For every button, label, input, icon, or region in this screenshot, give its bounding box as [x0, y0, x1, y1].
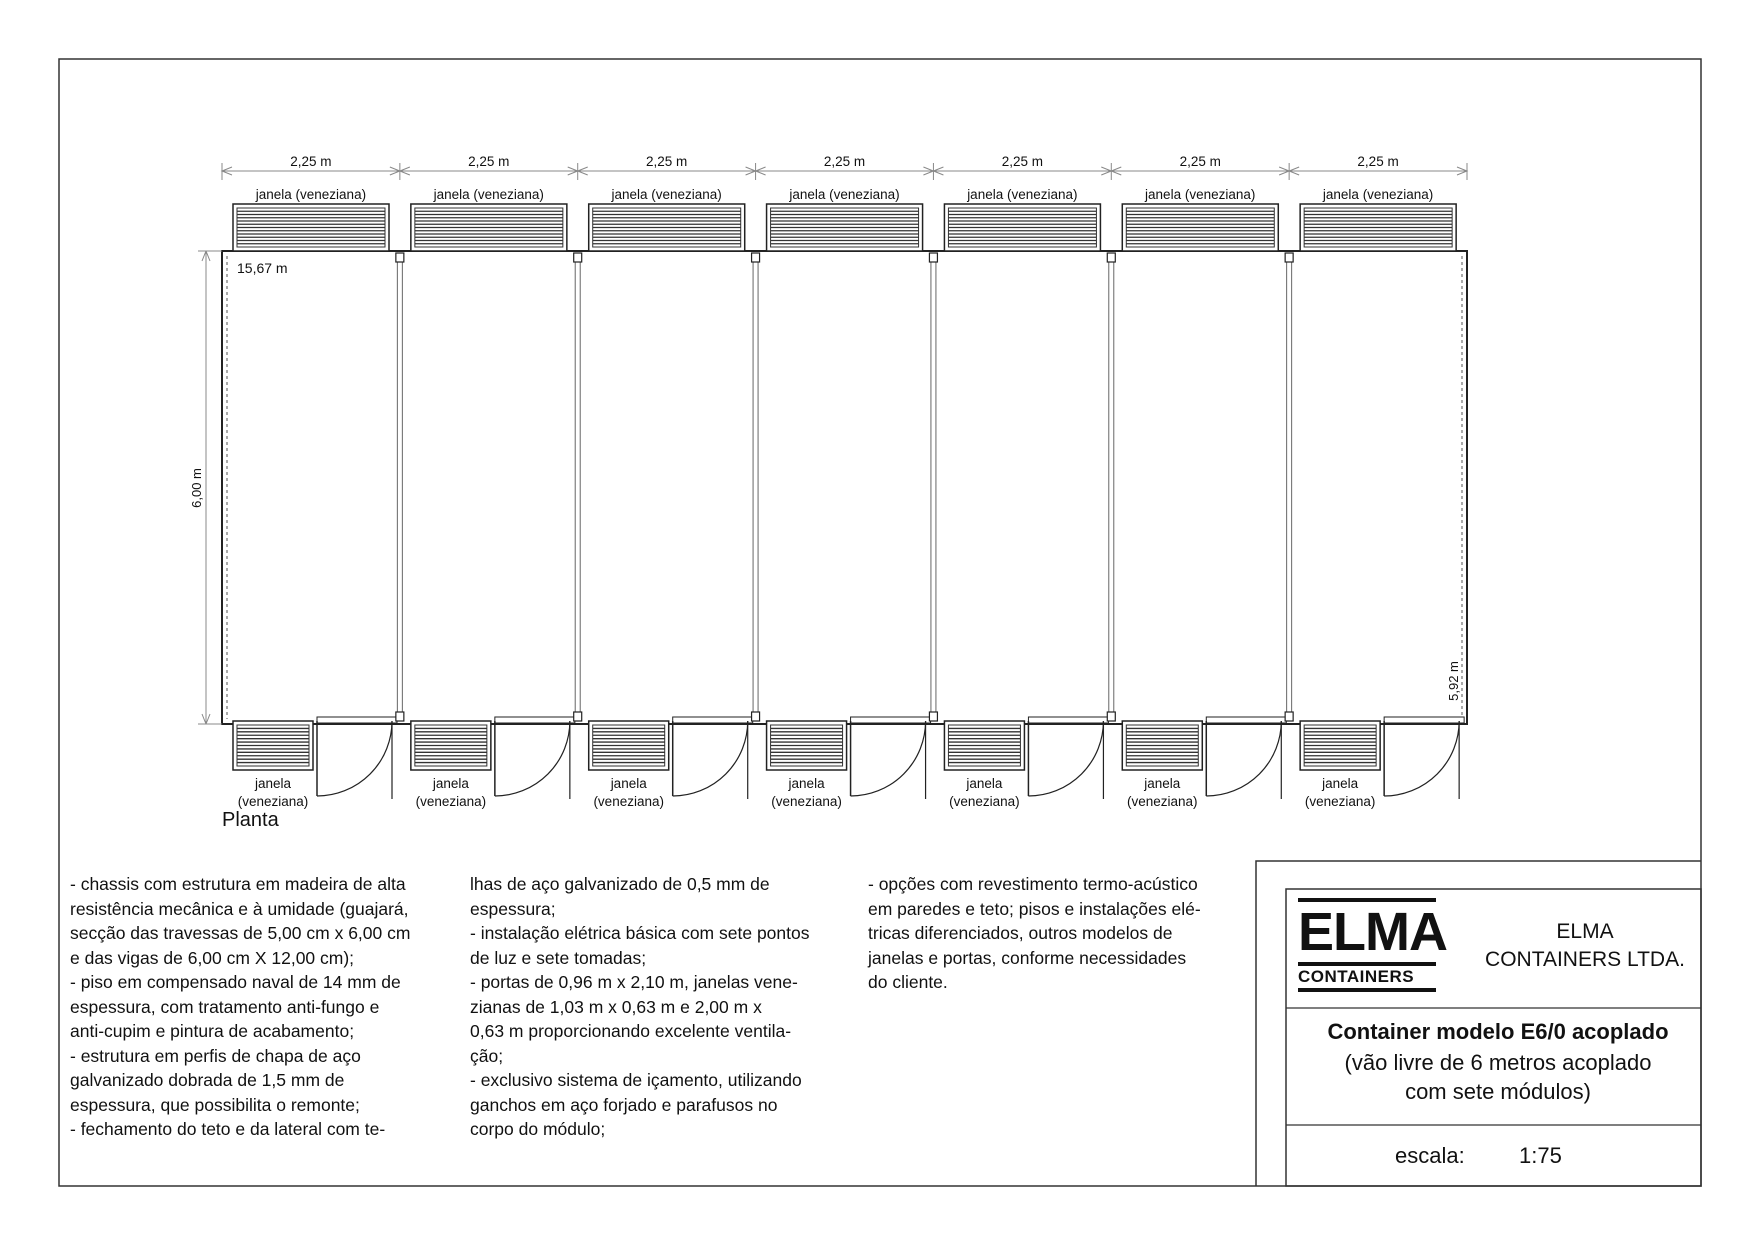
modules-group — [222, 154, 1467, 809]
joint-connector — [752, 712, 760, 721]
bottom-window-label-line1: janela — [254, 776, 292, 791]
bottom-window-label-line1: janela — [966, 776, 1003, 791]
top-window-label: janela (veneziana) — [789, 187, 900, 202]
joint-connector — [929, 253, 937, 262]
elma-logo — [1298, 898, 1447, 992]
door-frame — [495, 717, 575, 723]
top-window-label: janela (veneziana) — [255, 187, 367, 202]
spec-line: espessura, que possibilita o remonte; — [70, 1094, 360, 1115]
joint-connector — [1107, 712, 1115, 721]
spec-line: e das vigas de 6,00 cm X 12,00 cm); — [70, 947, 355, 968]
spec-line: anti-cupim e pintura de acabamento; — [70, 1021, 355, 1041]
logo-subtitle: CONTAINERS — [1298, 962, 1436, 992]
module-width-label: 2,25 m — [1357, 154, 1399, 169]
joint-connector — [574, 253, 582, 262]
top-window-label: janela (veneziana) — [967, 187, 1078, 202]
module-joint — [931, 258, 936, 716]
module-width-label: 2,25 m — [823, 154, 866, 169]
module-width-label: 2,25 m — [1001, 154, 1043, 169]
bottom-window-label-line2: (veneziana) — [237, 794, 309, 809]
joint-connector — [574, 712, 582, 721]
spec-line: tricas diferenciados, outros modelos de — [868, 923, 1173, 943]
door-swing-arc — [851, 721, 926, 796]
spec-line: - exclusivo sistema de içamento, utilizando — [470, 1070, 802, 1090]
spec-line: 0,63 m proporcionando excelente ventila- — [470, 1021, 792, 1041]
spec-line: do cliente. — [868, 972, 948, 992]
bottom-window-label-line2: (veneziana) — [593, 794, 664, 809]
bottom-window-label-line2: (veneziana) — [1304, 794, 1376, 809]
joint-connector — [929, 712, 937, 721]
door-swing-arc — [673, 721, 748, 796]
module-width-label: 2,25 m — [1179, 154, 1221, 169]
spec-column-1 — [70, 872, 410, 1142]
spec-line: - portas de 0,96 m x 2,10 m, janelas vene- — [470, 972, 798, 992]
top-window-label: janela (veneziana) — [433, 187, 544, 202]
bottom-window-label-line2: (veneziana) — [949, 794, 1020, 809]
spec-line: - piso em compensado naval de 14 mm de — [70, 972, 401, 992]
module-joint — [1109, 258, 1114, 716]
module-width-label: 2,25 m — [468, 154, 510, 169]
spec-line: - opções com revestimento termo-acústico — [868, 874, 1198, 894]
spec-line: resistência mecânica e à umidade (guajará, — [70, 898, 409, 919]
total-length-label: 15,67 m — [237, 260, 288, 276]
spec-line: em paredes e teto; pisos e instalações elé- — [868, 898, 1201, 919]
module-joint — [575, 258, 580, 716]
spec-line: - chassis com estrutura em madeira de alta — [70, 874, 406, 894]
top-window-label: janela (veneziana) — [1145, 187, 1256, 202]
spec-line: lhas de aço galvanizado de 0,5 mm de — [470, 874, 770, 894]
spec-line: espessura, com tratamento anti-fungo e — [70, 996, 380, 1017]
door-frame — [1384, 717, 1464, 723]
depth-label: 6,00 m — [189, 468, 204, 508]
spec-line: galvanizado dobrada de 1,5 mm de — [70, 1070, 345, 1090]
bottom-window-label-line1: janela — [610, 776, 647, 791]
joint-connector — [752, 253, 760, 262]
joint-connector — [1107, 253, 1115, 262]
bottom-window-label-line1: janela — [432, 776, 469, 791]
door-swing-arc — [1028, 721, 1103, 796]
spec-line: ganchos em aço forjado e parafusos no — [470, 1094, 778, 1115]
top-window-label: janela (veneziana) — [1322, 187, 1434, 202]
company-name — [1450, 918, 1720, 974]
bottom-window-label-line1: janela — [1144, 776, 1181, 791]
door-swing-arc — [1206, 721, 1281, 796]
module-joint — [753, 258, 758, 716]
module-joint — [397, 258, 402, 716]
company-name-line-2: CONTAINERS LTDA. — [1485, 948, 1685, 971]
model-title: Container modelo E6/0 acoplado — [1327, 1019, 1669, 1044]
inner-depth-label: 5,92 m — [1446, 661, 1461, 701]
door-frame — [317, 717, 397, 723]
joint-connector — [396, 253, 404, 262]
spec-line: corpo do módulo; — [470, 1119, 606, 1139]
planta-label: Planta — [222, 809, 279, 831]
scale-value: 1:75 — [1519, 1143, 1562, 1168]
spec-line: espessura; — [470, 898, 556, 919]
joint-connector — [1285, 712, 1293, 721]
door-frame — [851, 717, 931, 723]
joint-connector — [396, 712, 404, 721]
door-swing-arc — [495, 721, 570, 796]
door-frame — [1028, 717, 1108, 723]
container-outline — [222, 251, 1467, 724]
joint-connector — [1285, 253, 1293, 262]
bottom-window-label-line2: (veneziana) — [415, 794, 487, 809]
model-subtitle-line-1: (vão livre de 6 metros acoplado — [1344, 1050, 1652, 1075]
spec-column-2 — [470, 872, 809, 1142]
spec-column-3 — [868, 872, 1201, 995]
scale-label: escala: — [1395, 1143, 1465, 1168]
spec-line: de luz e sete tomadas; — [470, 947, 647, 968]
spec-line: - instalação elétrica básica com sete pontos — [470, 923, 810, 943]
model-subtitle-line-2: com sete módulos) — [1405, 1079, 1591, 1104]
spec-line: ção; — [470, 1045, 504, 1066]
top-window-label: janela (veneziana) — [611, 187, 722, 202]
door-swing-arc — [317, 721, 392, 796]
module-width-label: 2,25 m — [646, 154, 688, 169]
bottom-window-label-line1: janela — [788, 776, 825, 791]
door-frame — [673, 717, 753, 723]
module-joint — [1287, 258, 1292, 716]
logo-word: ELMA — [1298, 898, 1436, 960]
spec-line: secção das travessas de 5,00 cm x 6,00 cm — [70, 923, 411, 943]
company-name-line-1: ELMA — [1556, 920, 1614, 943]
bottom-window-label-line1: janela — [1322, 776, 1359, 791]
bottom-window-label-line2: (veneziana) — [1127, 794, 1198, 809]
bottom-window-label-line2: (veneziana) — [771, 794, 842, 809]
spec-line: zianas de 1,03 m x 0,63 m e 2,00 m x — [470, 996, 762, 1017]
model-subtitle — [1285, 1048, 1711, 1106]
door-swing-arc — [1384, 721, 1459, 796]
spec-line: janelas e portas, conforme necessidades — [868, 947, 1187, 968]
spec-line: - estrutura em perfis de chapa de aço — [70, 1045, 361, 1066]
module-width-label: 2,25 m — [290, 154, 332, 169]
spec-line: - fechamento do teto e da lateral com te- — [70, 1119, 386, 1139]
door-frame — [1206, 717, 1286, 723]
